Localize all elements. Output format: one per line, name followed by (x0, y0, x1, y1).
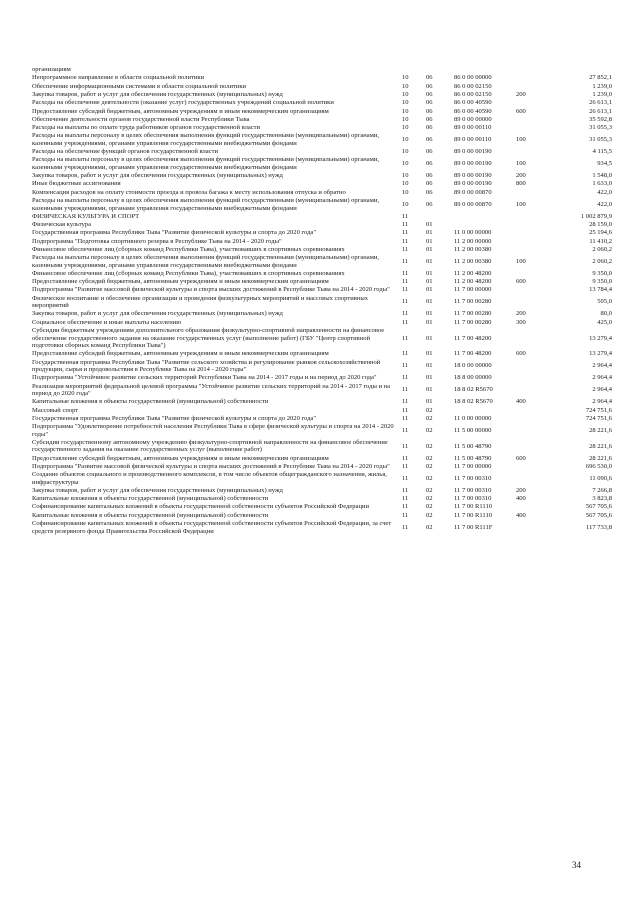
row-name: Капитальные вложения в объекты государственной (муниципальной) собственности (32, 495, 269, 503)
row-amount: 934,5 (597, 160, 612, 168)
row-name: Закупка товаров, работ и услуг для обеспечения государственных (муниципальных) нужд (32, 486, 283, 494)
row-subsection: 06 (426, 172, 433, 180)
table-row (32, 310, 612, 318)
table-row (32, 503, 612, 511)
row-subsection: 01 (426, 362, 433, 370)
table-row (32, 286, 612, 294)
row-amount: 2 964,4 (592, 362, 612, 370)
row-subsection: 01 (426, 334, 433, 342)
row-target-article: 11 7 00 00280 (454, 318, 492, 326)
table-row (32, 229, 612, 237)
row-amount: 2 964,4 (592, 374, 612, 382)
row-amount: 2 964,4 (592, 386, 612, 394)
row-section: 11 (402, 269, 409, 277)
row-name: Субсидии государственному автономному учреждению физкультурно-спортивной направленности на финансовое обеспечение государственного задания на оказание государственных услуг (выполнение работ) (32, 438, 388, 454)
row-target-article: 89 0 00 00190 (454, 160, 492, 168)
row-amount: 1 239,0 (592, 90, 612, 98)
row-name: Предоставление субсидий бюджетным, автономным учреждениям и иным некоммерческим организациям (32, 278, 329, 286)
row-amount: 35 592,8 (589, 115, 612, 123)
table-row (32, 295, 612, 310)
row-name: Непрограммное направление в области социальной политики (32, 74, 205, 82)
table-row (32, 398, 612, 406)
row-subsection: 02 (426, 442, 433, 450)
row-target-article: 11 2 00 00380 (454, 257, 492, 265)
table-row (32, 383, 612, 398)
table-row (32, 359, 612, 374)
row-expense-type: 400 (516, 511, 526, 519)
row-name: Расходы на обеспечение функций органов государственной власти (32, 148, 218, 156)
row-name: организациям (32, 66, 71, 74)
table-row (32, 116, 612, 124)
budget-table (32, 66, 612, 536)
row-name: ФИЗИЧЕСКАЯ КУЛЬТУРА И СПОРТ (32, 212, 140, 220)
row-subsection: 06 (426, 148, 433, 156)
row-subsection: 06 (426, 99, 433, 107)
row-subsection: 06 (426, 188, 433, 196)
row-subsection: 02 (426, 462, 433, 470)
row-amount: 422,0 (597, 188, 612, 196)
row-subsection: 01 (426, 278, 433, 286)
row-section: 10 (402, 107, 409, 115)
row-section: 10 (402, 180, 409, 188)
row-section: 11 (402, 486, 409, 494)
row-name: Государственная программа Республики Тыва "Развитие сельского хозяйства и регулирование рынков сельскохозяйственной продукции, сырья и продовольствия в Республике Тыва на 2014 - 2020 годы" (32, 358, 381, 374)
row-subsection: 01 (426, 318, 433, 326)
row-expense-type: 200 (516, 172, 526, 180)
row-subsection: 01 (426, 221, 433, 229)
table-row (32, 512, 612, 520)
row-amount: 422,0 (597, 200, 612, 208)
row-amount: 27 852,1 (589, 74, 612, 82)
table-row (32, 172, 612, 180)
row-subsection: 01 (426, 229, 433, 237)
row-amount: 28 221,6 (589, 442, 612, 450)
row-target-article: 11 7 00 00280 (454, 298, 492, 306)
row-name: Компенсация расходов на оплату стоимости проезда и провоза багажа к месту использования отпуска и обратно (32, 188, 346, 196)
row-name: Закупка товаров, работ и услуг для обеспечения государственных (муниципальных) нужд (32, 172, 283, 180)
row-subsection: 01 (426, 310, 433, 318)
row-name: Предоставление субсидий бюджетным, автономным учреждениям и иным некоммерческим организациям (32, 350, 329, 358)
row-subsection: 06 (426, 107, 433, 115)
row-section: 11 (402, 350, 409, 358)
row-target-article: 11 5 00 48790 (454, 454, 492, 462)
row-target-article: 18 8 02 R5670 (454, 386, 493, 394)
row-amount: 2 060,2 (592, 245, 612, 253)
row-amount: 11 410,2 (589, 237, 612, 245)
row-section: 11 (402, 374, 409, 382)
row-target-article: 11 7 00 00280 (454, 310, 492, 318)
row-name: Подпрограмма "Развитие массовой физической культуры и спорта высших достижений в Республике Тыва на 2014 - 2020 годы" (32, 462, 390, 470)
row-section: 11 (402, 278, 409, 286)
row-amount: 1 002 879,9 (580, 212, 612, 220)
row-name: Расходы на выплаты персоналу в целях обеспечения выполнения функций государственными (муниципальными) органами, казенными учреждениями, органами управления государственными внебюджетными фондами (32, 196, 379, 212)
table-row (32, 66, 612, 74)
row-name: Финансовое обеспечение лиц (сборных команд Республики Тыва), участвовавших в спортивных соревнованиях (32, 245, 345, 253)
row-amount: 25 194,6 (589, 229, 612, 237)
row-target-article: 89 0 00 00110 (454, 136, 492, 144)
row-name: Подпрограмма "Устойчивое развитие сельских территорий Республики Тыва на 2014 - 2017 годы и на период до 2020 года" (32, 374, 377, 382)
table-row (32, 423, 612, 438)
row-section: 11 (402, 334, 409, 342)
row-amount: 11 090,6 (589, 474, 612, 482)
row-name: Субсидии бюджетным учреждениям дополнительного образования физкультурно-спортивной направленности на финансовое обеспечение государственного задания на оказание государственных услуг (выполнение работ) (ГБУ "Центр спортивной подготовки сборных команд Республики Тыва") (32, 326, 385, 350)
row-section: 10 (402, 172, 409, 180)
table-row (32, 463, 612, 471)
row-amount: 13 279,4 (589, 334, 612, 342)
table-row (32, 327, 612, 350)
row-subsection: 02 (426, 454, 433, 462)
row-subsection: 01 (426, 257, 433, 265)
row-target-article: 11 7 00 00000 (454, 462, 492, 470)
row-section: 11 (402, 454, 409, 462)
table-row (32, 278, 612, 286)
row-amount: 724 751,6 (585, 406, 612, 414)
row-subsection: 02 (426, 503, 433, 511)
row-section: 10 (402, 160, 409, 168)
row-target-article: 89 0 00 00870 (454, 188, 492, 196)
row-target-article: 11 7 00 R1110 (454, 503, 493, 511)
row-subsection: 06 (426, 160, 433, 168)
row-name: Предоставление субсидий бюджетным, автономным учреждениям и иным некоммерческим организациям (32, 107, 329, 115)
row-target-article: 11 7 00 00310 (454, 495, 492, 503)
table-row (32, 83, 612, 91)
row-amount: 13 279,4 (589, 350, 612, 358)
row-target-article: 89 0 00 00870 (454, 200, 492, 208)
row-expense-type: 400 (516, 398, 526, 406)
row-subsection: 06 (426, 82, 433, 90)
row-section: 11 (402, 474, 409, 482)
row-name: Расходы на выплаты персоналу в целях обеспечения выполнения функций государственными (муниципальными) органами, казенными учреждениями, органами управления государственными внебюджетными фондами (32, 254, 379, 269)
row-expense-type: 100 (516, 200, 526, 208)
row-amount: 1 633,0 (592, 180, 612, 188)
row-target-article: 89 0 00 00190 (454, 180, 492, 188)
row-target-article: 11 7 00 48200 (454, 334, 492, 342)
row-section: 10 (402, 82, 409, 90)
row-target-article: 11 2 00 48200 (454, 269, 492, 277)
row-section: 10 (402, 99, 409, 107)
row-section: 10 (402, 90, 409, 98)
row-target-article: 11 7 00 00310 (454, 474, 492, 482)
table-row (32, 246, 612, 254)
table-row (32, 180, 612, 188)
table-row (32, 213, 612, 221)
row-amount: 80,0 (600, 310, 612, 318)
row-amount: 2 964,4 (592, 398, 612, 406)
row-subsection: 01 (426, 386, 433, 394)
row-amount: 7 266,8 (592, 486, 612, 494)
row-expense-type: 200 (516, 486, 526, 494)
row-target-article: 11 7 00 00000 (454, 286, 492, 294)
row-section: 11 (402, 523, 409, 531)
row-section: 11 (402, 495, 409, 503)
table-row (32, 350, 612, 358)
row-name: Расходы на выплаты персоналу в целях обеспечения выполнения функций государственными (муниципальными) органами, казенными учреждениями, органами управления государственными внебюджетными фондами (32, 132, 379, 147)
table-row (32, 487, 612, 495)
row-target-article: 86 0 00 02150 (454, 90, 492, 98)
row-section: 11 (402, 237, 409, 245)
row-amount: 31 055,3 (589, 124, 612, 132)
row-target-article: 86 0 00 02150 (454, 82, 492, 90)
row-amount: 13 784,4 (589, 286, 612, 294)
row-subsection: 01 (426, 286, 433, 294)
row-section: 11 (402, 221, 409, 229)
row-subsection: 01 (426, 237, 433, 245)
table-row (32, 254, 612, 269)
row-target-article: 11 7 00 48200 (454, 350, 492, 358)
row-section: 11 (402, 257, 409, 265)
row-section: 11 (402, 298, 409, 306)
row-section: 10 (402, 136, 409, 144)
row-target-article: 89 0 00 00110 (454, 124, 492, 132)
row-expense-type: 600 (516, 350, 526, 358)
row-expense-type: 600 (516, 278, 526, 286)
row-section: 10 (402, 74, 409, 82)
row-target-article: 11 2 00 48200 (454, 278, 492, 286)
row-target-article: 11 0 00 00000 (454, 229, 492, 237)
row-subsection: 06 (426, 74, 433, 82)
row-subsection: 01 (426, 350, 433, 358)
row-name: Расходы на выплаты по оплате труда работников органов государственной власти (32, 124, 261, 132)
row-subsection: 06 (426, 200, 433, 208)
row-target-article: 86 0 00 40590 (454, 99, 492, 107)
row-amount: 567 705,6 (585, 503, 612, 511)
row-subsection: 01 (426, 245, 433, 253)
row-section: 11 (402, 442, 409, 450)
row-subsection: 02 (426, 426, 433, 434)
row-subsection: 01 (426, 298, 433, 306)
row-expense-type: 100 (516, 160, 526, 168)
row-amount: 3 823,8 (592, 495, 612, 503)
row-name: Предоставление субсидий бюджетным, автономным учреждениям и иным некоммерческим организациям (32, 454, 329, 462)
row-subsection: 02 (426, 414, 433, 422)
row-amount: 9 350,0 (592, 269, 612, 277)
table-row (32, 148, 612, 156)
table-row (32, 91, 612, 99)
row-amount: 425,0 (597, 318, 612, 326)
row-expense-type: 600 (516, 454, 526, 462)
row-expense-type: 100 (516, 136, 526, 144)
row-subsection: 01 (426, 374, 433, 382)
row-name: Государственная программа Республики Тыва "Развитие физической культуры и спорта до 2020 года" (32, 229, 317, 237)
row-target-article: 11 2 00 00380 (454, 245, 492, 253)
row-amount: 696 530,0 (585, 462, 612, 470)
row-amount: 117 733,8 (586, 523, 612, 531)
row-subsection: 02 (426, 523, 433, 531)
table-row (32, 238, 612, 246)
row-name: Иные бюджетные ассигнования (32, 180, 121, 188)
row-amount: 724 751,6 (585, 414, 612, 422)
row-name: Капитальные вложения в объекты государственной (муниципальной) собственности (32, 398, 269, 406)
row-name: Физическое воспитание и обеспечение организации и проведения физкультурных мероприятий и массовых спортивных мероприятий (32, 294, 369, 310)
row-section: 11 (402, 245, 409, 253)
row-section: 11 (402, 398, 409, 406)
row-section: 11 (402, 286, 409, 294)
row-name: Физическая культура (32, 221, 91, 229)
row-amount: 31 055,3 (589, 136, 612, 144)
row-subsection: 06 (426, 124, 433, 132)
row-amount: 26 613,1 (589, 107, 612, 115)
row-amount: 9 350,0 (592, 278, 612, 286)
row-expense-type: 300 (516, 318, 526, 326)
table-row (32, 99, 612, 107)
table-row (32, 124, 612, 132)
row-name: Обеспечение информационными системами в области социальной политики (32, 82, 247, 90)
table-row (32, 439, 612, 454)
table-row (32, 221, 612, 229)
row-subsection: 06 (426, 136, 433, 144)
row-name: Закупка товаров, работ и услуг для обеспечения государственных (муниципальных) нужд (32, 90, 283, 98)
row-amount: 2 060,2 (592, 257, 612, 265)
row-section: 11 (402, 503, 409, 511)
row-subsection: 02 (426, 406, 433, 414)
table-row (32, 107, 612, 115)
table-row (32, 319, 612, 327)
row-section: 11 (402, 462, 409, 470)
row-target-article: 89 0 00 00190 (454, 172, 492, 180)
row-target-article: 86 0 00 00000 (454, 74, 492, 82)
row-subsection: 06 (426, 90, 433, 98)
row-section: 11 (402, 414, 409, 422)
row-subsection: 02 (426, 495, 433, 503)
row-target-article: 11 7 00 R1110 (454, 511, 493, 519)
row-target-article: 18 8 02 R5670 (454, 398, 493, 406)
table-row (32, 415, 612, 423)
row-name: Социальное обеспечение и иные выплаты населению (32, 318, 182, 326)
row-expense-type: 200 (516, 310, 526, 318)
row-name: Реализация мероприятий федеральной целевой программы "Устойчивое развитие сельских территорий на 2014 - 2017 годы и на период до 2020 года" (32, 382, 391, 398)
row-name: Софинансирование капитальных вложений в объекты государственной собственности субъектов Российской Федерации (32, 503, 369, 511)
table-row (32, 374, 612, 382)
row-target-article: 11 5 00 48790 (454, 442, 492, 450)
row-amount: 4 115,5 (592, 148, 612, 156)
row-section: 11 (402, 511, 409, 519)
row-section: 10 (402, 115, 409, 123)
row-amount: 28 221,6 (589, 454, 612, 462)
row-amount: 28 221,6 (589, 426, 612, 434)
row-section: 10 (402, 200, 409, 208)
row-name: Софинансирование капитальных вложений в объекты государственной собственности субъектов Российской Федерации, за счет средств резервного фонда Правительства Российской Федерации (32, 519, 392, 535)
row-target-article: 18 8 00 00000 (454, 374, 492, 382)
table-row (32, 471, 612, 486)
row-target-article: 11 2 00 00000 (454, 237, 492, 245)
row-subsection: 02 (426, 474, 433, 482)
row-amount: 567 705,6 (585, 511, 612, 519)
row-name: Подпрограмма "Подготовка спортивного резерва в Республике Тыва на 2014 - 2020 годы" (32, 237, 282, 245)
table-row (32, 407, 612, 415)
table-row (32, 156, 612, 171)
table-row (32, 189, 612, 197)
row-section: 10 (402, 124, 409, 132)
row-section: 11 (402, 229, 409, 237)
table-row (32, 454, 612, 462)
row-target-article: 11 0 00 00000 (454, 414, 492, 422)
row-expense-type: 800 (516, 180, 526, 188)
row-name: Закупка товаров, работ и услуг для обеспечения государственных (муниципальных) нужд (32, 310, 283, 318)
row-section: 11 (402, 362, 409, 370)
table-row (32, 132, 612, 147)
row-section: 11 (402, 386, 409, 394)
row-section: 11 (402, 426, 409, 434)
row-name: Расходы на обеспечение деятельности (оказание услуг) государственных учреждений социальной политики (32, 99, 334, 107)
table-row (32, 520, 612, 535)
row-section: 11 (402, 212, 409, 220)
row-amount: 1 548,0 (592, 172, 612, 180)
row-target-article: 11 5 00 00000 (454, 426, 492, 434)
row-section: 11 (402, 318, 409, 326)
row-subsection: 02 (426, 486, 433, 494)
row-section: 10 (402, 148, 409, 156)
table-row (32, 270, 612, 278)
row-target-article: 89 0 00 00190 (454, 148, 492, 156)
row-name: Расходы на выплаты персоналу в целях обеспечения выполнения функций государственными (муниципальными) органами, казенными учреждениями, органами управления государственными внебюджетными фондами (32, 156, 379, 171)
row-name: Подпрограмма "Удовлетворение потребностей населения Республики Тыва в сфере физической культуры и спорта на 2014 - 2020 годы" (32, 423, 394, 438)
row-expense-type: 400 (516, 495, 526, 503)
row-amount: 1 239,0 (592, 82, 612, 90)
row-section: 11 (402, 406, 409, 414)
row-name: Капитальные вложения в объекты государственной (муниципальной) собственности (32, 511, 269, 519)
row-name: Финансовое обеспечение лиц (сборных команд Республики Тыва), участвовавших в спортивных соревнованиях (32, 269, 345, 277)
row-subsection: 06 (426, 115, 433, 123)
row-name: Массовый спорт (32, 406, 79, 414)
row-amount: 505,0 (597, 298, 612, 306)
row-target-article: 89 0 00 00000 (454, 115, 492, 123)
row-subsection: 01 (426, 398, 433, 406)
table-row (32, 197, 612, 212)
row-name: Создание объектов социального и производственного комплексов, в том числе объектов общегражданского назначения, жилья, инфраструктуры (32, 471, 387, 486)
table-row (32, 495, 612, 503)
row-amount: 26 613,1 (589, 99, 612, 107)
row-name: Обеспечение деятельности органов государственной власти Республики Тыва (32, 115, 250, 123)
row-name: Подпрограмма "Развитие массовой физической культуры и спорта высших достижений в Республике Тыва на 2014 - 2020 годы" (32, 286, 390, 294)
row-section: 10 (402, 188, 409, 196)
row-target-article: 11 7 00 00310 (454, 486, 492, 494)
row-target-article: 11 7 00 R111F (454, 523, 493, 531)
row-subsection: 06 (426, 180, 433, 188)
row-section: 11 (402, 310, 409, 318)
row-subsection: 02 (426, 511, 433, 519)
row-target-article: 86 0 00 40590 (454, 107, 492, 115)
table-row (32, 74, 612, 82)
row-expense-type: 100 (516, 257, 526, 265)
row-subsection: 01 (426, 269, 433, 277)
row-amount: 28 159,0 (589, 221, 612, 229)
page-number: 34 (572, 860, 581, 870)
row-expense-type: 600 (516, 107, 526, 115)
row-name: Государственная программа Республики Тыва "Развитие физической культуры и спорта до 2020 года" (32, 414, 317, 422)
row-expense-type: 200 (516, 90, 526, 98)
row-target-article: 18 0 00 00000 (454, 362, 492, 370)
